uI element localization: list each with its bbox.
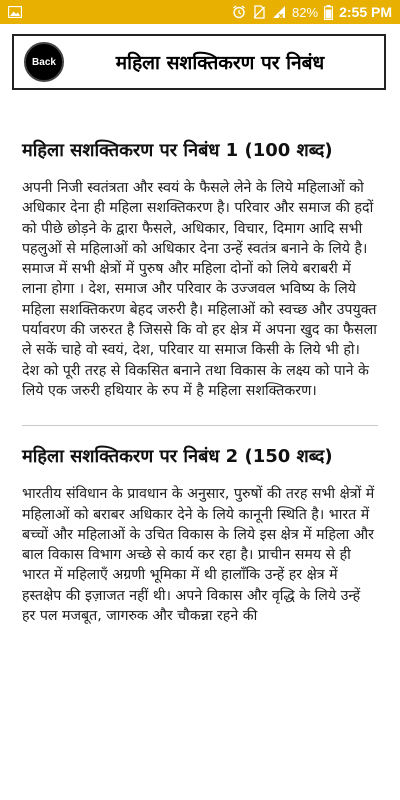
battery-percent: 82% (292, 4, 319, 20)
no-sim-icon (252, 5, 266, 19)
clock-time: 2:55 PM (339, 4, 392, 20)
page-title: महिला सशक्तिकरण पर निबंध (115, 52, 325, 74)
image-icon (8, 6, 22, 18)
essay-section-1 (22, 138, 378, 401)
alarm-icon (232, 5, 246, 19)
battery-icon (324, 5, 333, 20)
section-title: महिला सशक्तिकरण पर निबंध 1 (100 शब्द) (22, 140, 333, 161)
section-body: भारतीय संविधान के प्रावधान के अनुसार, पुरुषों की तरह सभी क्षेत्रों में महिलाओं को बराबर अधिकार देने के लिये कानूनी स्थिति है। भारत में बच्चों और महिलाओं के उचित विकास के लिये इस क्षेत्र में महिला और बाल विकास विभाग अच्छे से कार्य कर रहा है। प्राचीन समय से ही भारत में महिलाएँ अग्रणी भूमिका में थी हालाँकि उन्हें हर क्षेत्र में हस्तक्षेप की इज़ाजत नहीं थी। अपने विकास और वृद्धि के लिये उन्हें हर पल मजबूत, जागरुक और चौकन्ना रहने की (22, 486, 375, 625)
back-button[interactable]: Back (24, 42, 64, 82)
section-title: महिला सशक्तिकरण पर निबंध 2 (150 शब्द) (22, 446, 333, 468)
essay-section-2 (22, 444, 378, 626)
article-content[interactable] (0, 120, 400, 800)
section-body: अपनी निजी स्वतंत्रता और स्वयं के फैसले लेने के लिये महिलाओं को अधिकार देना ही महिला सशक्तिकरण है। परिवार और समाज की हदों को पीछे छोड़ने के द्वारा फैसले, अधिकार, विचार, दिमाग आदि सभी पहलुओं से महिलाओं को अधिकार देना उन्हें स्वतंत्र बनाने के लिये है। समाज में सभी क्षेत्रों में पुरुष और महिला दोनों को लिये बराबरी में लाना होगा । देश, समाज और परिवार के उज्जवल भविष्य के लिये महिला सशक्तिकरण बेहद जरुरी है। महिलाओं को स्वच्छ और उपयुक्त पर्यावरण की जरुरत है जिससे कि वो हर क्षेत्र में अपना खुद का फैसला ले सकें चाहे वो स्वयं, देश, परिवार या समाज किसी के लिये भी हो। देश को पूरी तरह से विकसित बनाने तथा विकास के लक्ष्य को पाने के लिये एक जरुरी हथियार के रुप में है महिला सशक्तिकरण। (22, 180, 377, 399)
app-header (12, 34, 386, 90)
status-bar (0, 0, 400, 24)
signal-icon (272, 5, 286, 19)
section-divider (22, 425, 378, 426)
